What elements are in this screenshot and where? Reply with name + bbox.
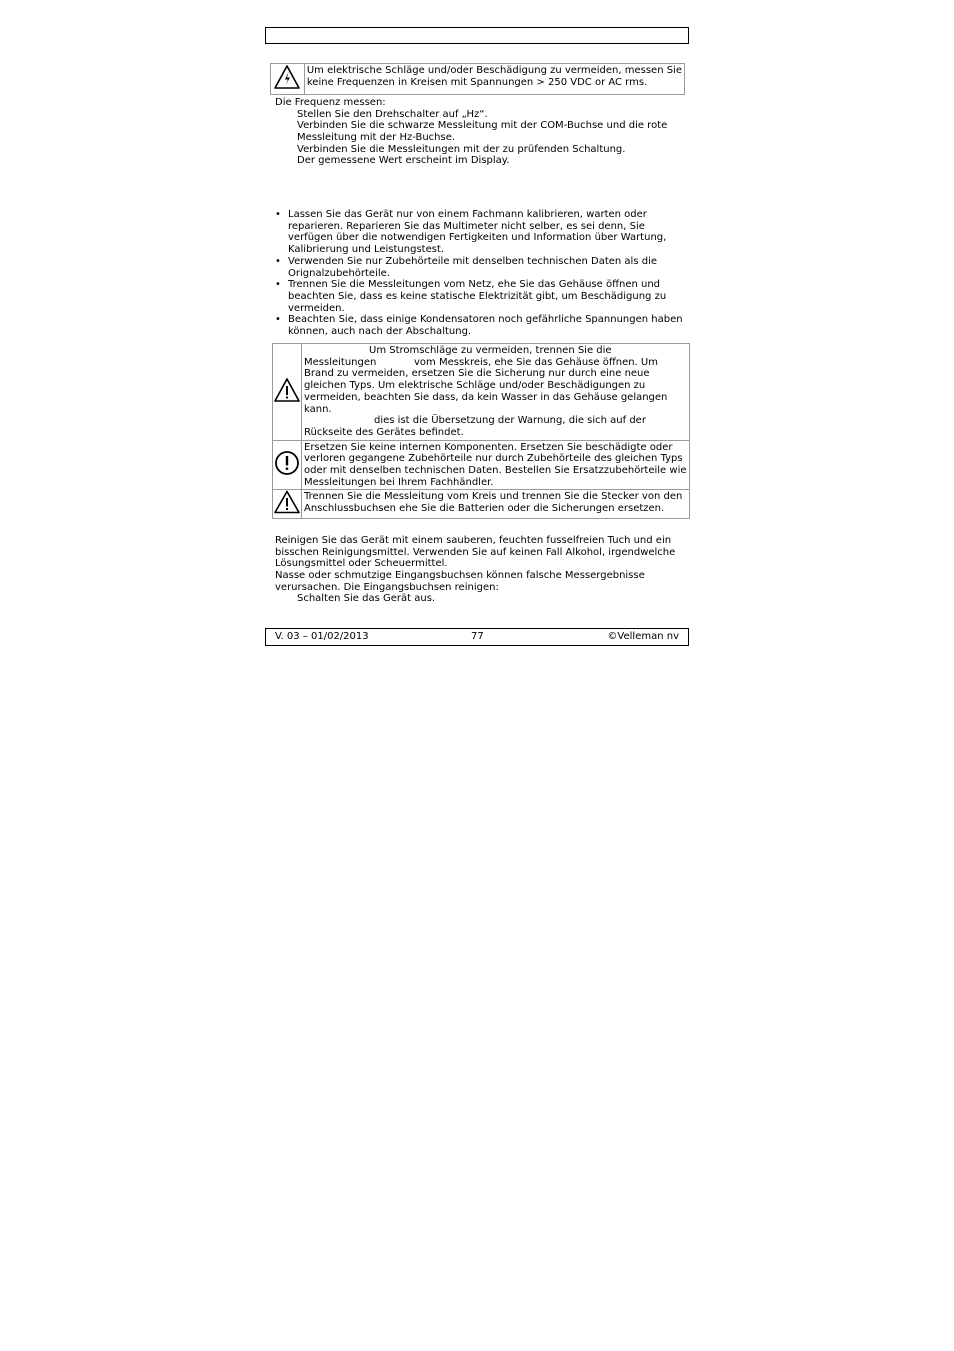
footer-page-number: 77 bbox=[471, 631, 484, 642]
frequency-warning-table bbox=[270, 63, 685, 95]
page-footer bbox=[265, 628, 689, 646]
frequency-step: Messleitung mit der Hz-Buchse. bbox=[297, 132, 456, 143]
safety-warnings-table bbox=[272, 343, 690, 519]
cleaning-step: Schalten Sie das Gerät aus. bbox=[297, 593, 436, 604]
caution-circle-icon bbox=[273, 440, 302, 490]
frequency-warning-text: Um elektrische Schläge und/oder Beschädigung zu vermeiden, messen Sie keine Frequenzen in Kreisen mit Spannungen > 250 VDC or AC rms. bbox=[304, 64, 684, 95]
list-item: • Verwenden Sie nur Zubehörteile mit denselben technischen Daten als die Orignalzubehörteile. bbox=[275, 256, 683, 279]
warning-triangle-icon bbox=[273, 344, 302, 441]
list-item: • Lassen Sie das Gerät nur von einem Fachmann kalibrieren, warten oder reparieren. Reparieren Sie das Multimeter nicht selber, es sei denn, Sie verfügen über die notwendigen Fertigkeiten und Information über Wartung, Kalibrierung und Leistungstest. bbox=[275, 209, 683, 256]
warning-text-components: Ersetzen Sie keine internen Komponenten. Ersetzen Sie beschädigte oder verloren gegangene Zubehörteile nur durch Zubehörteile des gleichen Typs oder mit denselben technischen Daten. Bestellen Sie Ersatzzubehörteile wie Messleitungen bei Ihrem Fachhändler. bbox=[302, 440, 690, 490]
frequency-step: Verbinden Sie die Messleitungen mit der zu prüfenden Schaltung. bbox=[297, 144, 626, 155]
high-voltage-warning-icon bbox=[271, 64, 305, 95]
footer-copyright: ©Velleman nv bbox=[607, 631, 679, 642]
frequency-step: Stellen Sie den Drehschalter auf „Hz“. bbox=[297, 109, 488, 120]
warning-text-disconnect: Trennen Sie die Messleitung vom Kreis und trennen Sie die Stecker von den Anschlussbuchsen ehe Sie die Batterien oder die Sicherungen ersetzen. bbox=[302, 490, 690, 519]
frequency-step: Der gemessene Wert erscheint im Display. bbox=[297, 155, 510, 166]
footer-version: V. 03 – 01/02/2013 bbox=[275, 631, 369, 642]
cleaning-paragraph: Reinigen Sie das Gerät mit einem sauberen, feuchten fusselfreien Tuch und ein bisschen Reinigungsmittel. Verwenden Sie auf keinen Fall Alkohol, irgendwelche Lösungsmittel oder Scheuermittel. Nasse oder schmutzige Eingangsbuchsen können falsche Messergebnisse verursachen. Die Eingangsbuchsen reinigen: bbox=[275, 535, 676, 593]
frequency-intro: Die Frequenz messen: bbox=[275, 97, 386, 108]
list-item: • Beachten Sie, dass einige Kondensatoren noch gefährliche Spannungen haben können, auch nach der Abschaltung. bbox=[275, 314, 683, 337]
page-header-box bbox=[265, 27, 689, 44]
list-item: • Trennen Sie die Messleitungen vom Netz, ehe Sie das Gehäuse öffnen und beachten Sie, dass es keine statische Elektrizität gibt, um Beschädigung zu vermeiden. bbox=[275, 279, 683, 314]
warning-triangle-icon bbox=[273, 490, 302, 519]
warning-text-electric-shock: Um Stromschläge zu vermeiden, trennen Sie die Messleitungen vom Messkreis, ehe Sie das Gehäuse öffnen. Um Brand zu vermeiden, ersetzen Sie die Sicherung nur durch eine neue gleichen Typs. Um elektrische Schläge und/oder Beschädigungen zu vermeiden, beachten Sie dass, da kein Wasser in das Gehäuse gelangen kann. dies ist die Übersetzung der Warnung, die sich auf der Rückseite des Gerätes befindet. bbox=[302, 344, 690, 441]
frequency-step: Verbinden Sie die schwarze Messleitung mit der COM-Buchse und die rote bbox=[297, 120, 668, 131]
maintenance-bullet-list bbox=[275, 209, 683, 338]
